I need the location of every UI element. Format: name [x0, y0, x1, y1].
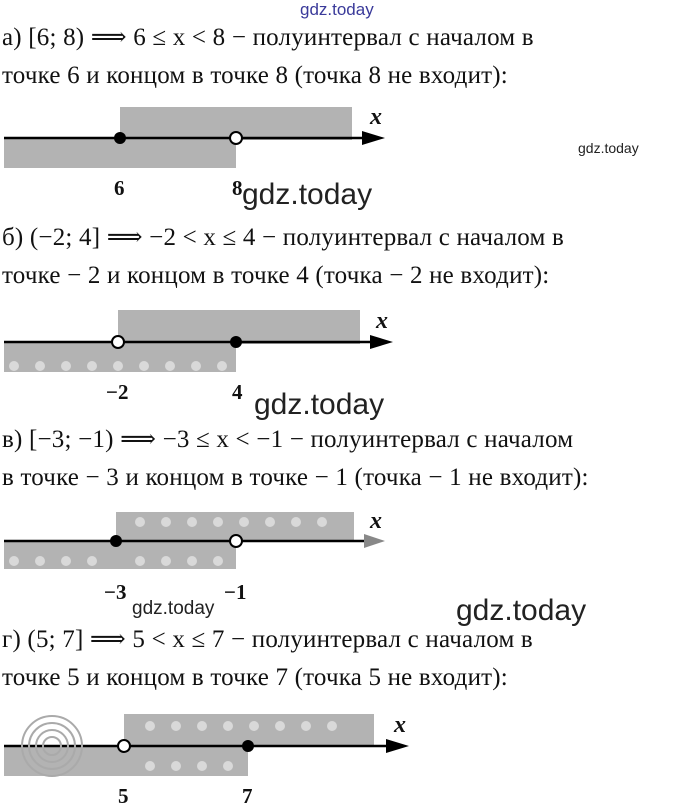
part-c-line2: в точке − 3 и концом в точке − 1 (точка − 1 не входит):: [2, 464, 589, 491]
number-line-c: [0, 508, 400, 583]
axis-label-b: x: [376, 308, 388, 334]
stamp-mark: [4, 712, 104, 782]
part-a-line1: а) [6; 8) ⟹ 6 ≤ x < 8 − полуинтервал с началом в: [2, 24, 534, 51]
tick-a-right: 8: [232, 176, 243, 200]
point-5: [118, 740, 130, 752]
watermark-top: gdz.today: [300, 0, 374, 19]
tick-c-left: −3: [104, 580, 127, 604]
tick-a-left: 6: [114, 176, 125, 200]
part-d-line2: точке 5 и концом в точке 7 (точка 5 не входит):: [2, 664, 508, 691]
tick-c-right: −1: [224, 580, 247, 604]
watermark-c-small: gdz.today: [132, 598, 215, 619]
dot-pattern-b: [9, 361, 227, 371]
tick-b-left: −2: [106, 380, 129, 404]
point-minus2: [112, 336, 124, 348]
part-c-line1: в) [−3; −1) ⟹ −3 ≤ x < −1 − полуинтервал с началом: [2, 426, 574, 453]
axis-arrow-d: [386, 739, 409, 753]
axis-label-d: x: [394, 712, 406, 738]
number-line-a: [0, 105, 400, 175]
point-4: [230, 336, 242, 348]
part-d-line1: г) (5; 7] ⟹ 5 < x ≤ 7 − полуинтервал с началом в: [2, 626, 533, 653]
part-a-line2: точке 6 и концом в точке 8 (точка 8 не входит):: [2, 62, 508, 89]
axis-arrow-b: [370, 335, 393, 349]
axis-label-c: x: [370, 508, 382, 534]
axis-label-a: x: [370, 104, 382, 130]
point-8: [230, 132, 242, 144]
tick-d-left: 5: [118, 784, 129, 808]
tick-d-right: 7: [242, 784, 253, 808]
axis-arrow-a: [362, 131, 385, 145]
point-minus3: [110, 535, 122, 547]
part-b-line1: б) (−2; 4] ⟹ −2 < x ≤ 4 − полуинтервал с началом в: [2, 224, 565, 251]
number-line-b: [0, 306, 400, 381]
axis-arrow-c: [364, 534, 385, 548]
tick-b-right: 4: [232, 380, 243, 404]
watermark-a-right: gdz.today: [578, 140, 639, 156]
point-6: [114, 132, 126, 144]
watermark-b-big: gdz.today: [254, 388, 385, 421]
watermark-c-big: gdz.today: [456, 594, 587, 627]
watermark-a-big: gdz.today: [242, 178, 373, 211]
part-b-line2: точке − 2 и концом в точке 4 (точка − 2 не входит):: [2, 262, 550, 289]
point-7: [242, 740, 254, 752]
point-minus1: [230, 535, 242, 547]
